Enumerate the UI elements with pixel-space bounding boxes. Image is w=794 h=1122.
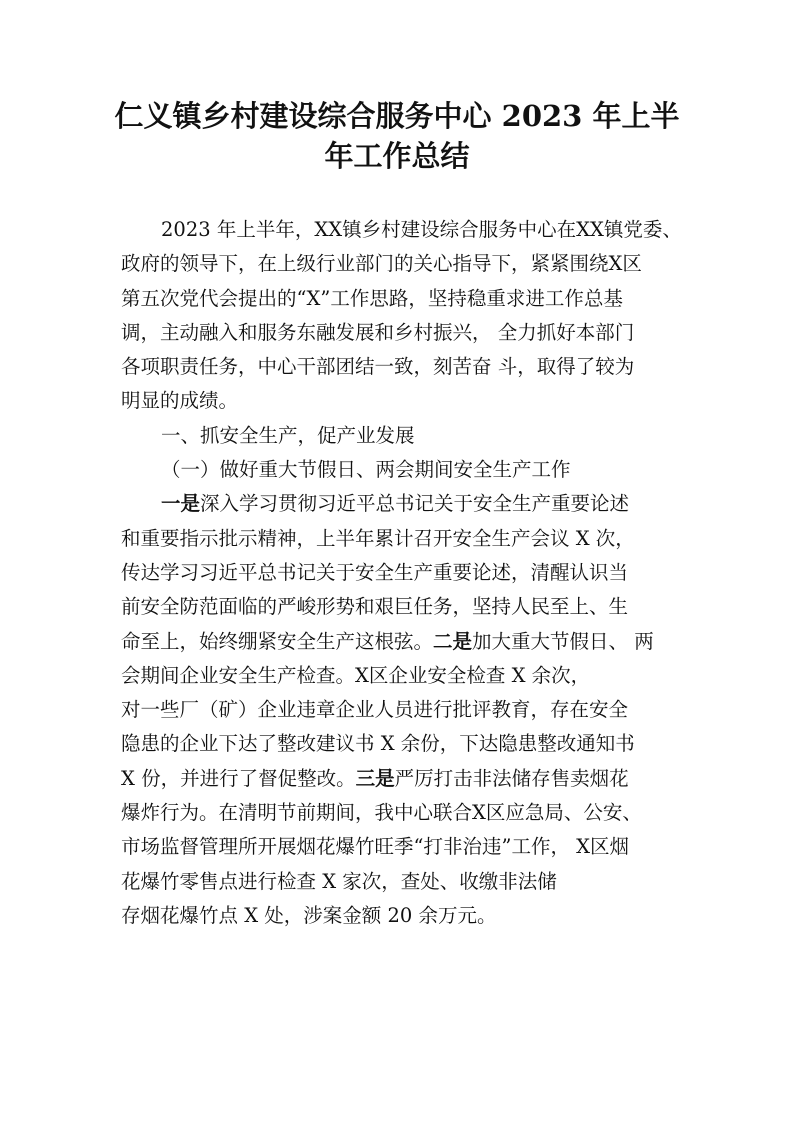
point-one-label: 一是 — [161, 492, 201, 516]
paragraph-2-line: 前安全防范面临的严峻形势和艰巨任务，坚持人民至上、生 — [121, 595, 629, 619]
point-three-label: 三是 — [355, 766, 395, 790]
paragraph-2-line: 花爆竹零售点进行检查 X 家次，查处、收缴非法储 — [121, 869, 557, 893]
paragraph-2-line: 隐患的企业下达了整改建议书 X 余份，下达隐患整改通知书 — [121, 732, 635, 756]
paragraph-2-line: 存烟花爆竹点 X 处，涉案金额 20 余万元。 — [121, 903, 497, 927]
paragraph-2-line: 会期间企业安全生产检查。X区企业安全检查 X 余次， — [121, 663, 591, 687]
paragraph-2-line: 和重要指示批示精神，上半年累计召开安全生产会议 X 次， — [121, 526, 635, 550]
paragraph-2-line: 传达学习习近平总书记关于安全生产重要论述，清醒认识当 — [121, 560, 629, 584]
title-line-1: 仁义镇乡村建设综合服务中心 2023 年上半 — [114, 99, 680, 133]
point-two-label: 二是 — [433, 629, 473, 653]
paragraph-2-text: 命至上，始终绷紧安全生产这根弦。 — [121, 629, 434, 653]
paragraph-1-line: 明显的成绩。 — [121, 389, 239, 413]
paragraph-1-line: 2023 年上半年，XX镇乡村建设综合服务中心在XX镇党委、 — [161, 218, 682, 241]
paragraph-2-text: X 份，并进行了督促整改。 — [121, 766, 356, 790]
section-1-heading: 一、抓安全生产，促产业发展 — [161, 423, 415, 447]
paragraph-2-line — [121, 625, 701, 659]
paragraph-2-text: 严厉打击非法储存售卖烟花 — [394, 766, 629, 790]
paragraph-2-line — [121, 487, 701, 521]
paragraph-1-line: 调，主动融入和服务东融发展和乡村振兴， 全力抓好本部门 — [121, 320, 635, 344]
paragraph-2-line: 爆炸行为。在清明节前期间，我中心联合X区应急局、公安、 — [121, 801, 642, 825]
paragraph-1-line: 政府的领导下，在上级行业部门的关心指导下，紧紧围绕X区 — [121, 252, 642, 276]
paragraph-2-line: 对一些厂（矿）企业违章企业人员进行批评教育，存在安全 — [121, 698, 629, 722]
paragraph-2-text: 深入学习贯彻习近平总书记关于安全生产重要论述 — [200, 492, 630, 516]
paragraph-2-line: 市场监督管理所开展烟花爆竹旺季“打非治违”工作， X区烟 — [121, 835, 630, 859]
paragraph-2-line — [121, 762, 701, 796]
document-body — [121, 213, 701, 933]
paragraph-1-line: 各项职责任务，中心干部团结一致，刻苦奋 斗，取得了较为 — [121, 355, 635, 379]
document-title — [90, 96, 704, 176]
paragraph-2-text: 加大重大节假日、 两 — [472, 629, 654, 653]
paragraph-1-line: 第五次党代会提出的“X”工作思路，坚持稳重求进工作总基 — [121, 286, 623, 310]
title-line-2: 年工作总结 — [324, 139, 470, 173]
subsection-1-heading: （一）做好重大节假日、两会期间安全生产工作 — [161, 458, 571, 482]
